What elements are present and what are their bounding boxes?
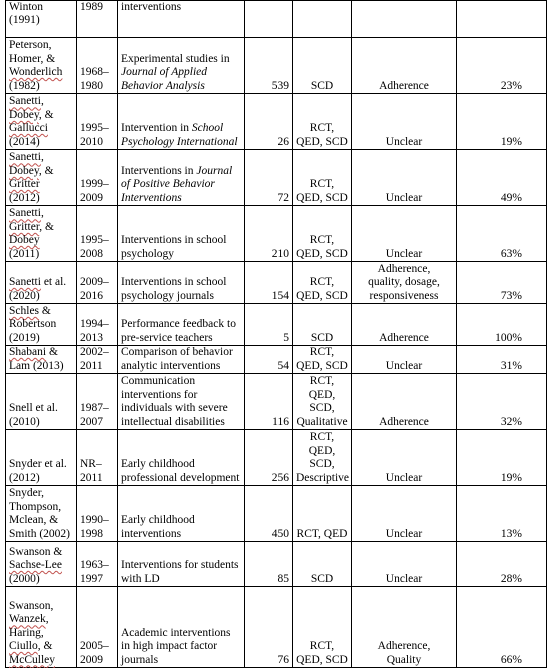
cell-line: SCD, <box>309 402 335 415</box>
text-run: , Haring, <box>9 613 49 639</box>
cell-line: Unclear <box>385 135 423 148</box>
cell-line: NR– <box>80 458 102 471</box>
review-table-body <box>6 1 547 668</box>
design-cell <box>293 206 352 262</box>
design-cell <box>293 587 352 668</box>
text-run: Snyder et al. (2012) <box>9 458 67 484</box>
text-run: (1982) <box>9 79 40 92</box>
count-cell: 450 <box>245 486 293 542</box>
dimensions-cell <box>352 430 457 486</box>
text-run: (2011) <box>9 247 40 260</box>
cell-line: RCT, QED <box>296 527 348 540</box>
cell-line: RCT, <box>309 234 335 247</box>
percent-cell <box>457 1 547 38</box>
flagged-word: Sanetti <box>9 207 41 220</box>
cell-line: 1987– <box>80 402 109 415</box>
flagged-word: Dobey <box>9 234 40 247</box>
design-cell <box>293 346 352 374</box>
scope-cell <box>118 94 245 150</box>
flagged-word: Gritter <box>9 220 40 233</box>
table-row <box>6 346 547 374</box>
study-cell <box>6 486 77 542</box>
cell-line: quality, dosage, <box>368 276 440 289</box>
text-run: et al. (2020) <box>9 276 67 302</box>
cell-line: Unclear <box>385 572 423 585</box>
years-cell <box>77 486 118 542</box>
years-cell <box>77 587 118 668</box>
count-cell: 154 <box>245 262 293 304</box>
table-row <box>6 374 547 430</box>
cell-line: Adherence <box>379 79 429 92</box>
flagged-word: Sachse-Lee <box>9 559 62 572</box>
cell-line: 2002– <box>80 346 109 359</box>
dimensions-cell <box>352 94 457 150</box>
percent-cell: 19% <box>457 430 547 486</box>
design-cell <box>293 374 352 430</box>
table-row <box>6 1 547 38</box>
cell-line: RCT, <box>309 178 335 191</box>
design-cell <box>293 1 352 38</box>
cell-line: 1999– <box>80 178 109 191</box>
scope-cell <box>118 587 245 668</box>
text-run: Intervention in <box>121 122 192 135</box>
years-cell <box>77 38 118 94</box>
percent-cell: 13% <box>457 486 547 542</box>
text-run: (2000) <box>9 572 40 585</box>
percent-cell: 73% <box>457 262 547 304</box>
cell-line: Adherence, <box>377 640 431 653</box>
text-run: , & <box>39 220 54 233</box>
dimensions-cell <box>352 206 457 262</box>
cell-line: Descriptive <box>296 471 350 484</box>
cell-line: 1989 <box>80 1 103 13</box>
flagged-word: Sanetti <box>9 95 41 108</box>
design-cell <box>293 262 352 304</box>
cell-line: RCT, <box>309 346 335 359</box>
cell-line: 1968– <box>80 66 109 79</box>
years-cell <box>77 430 118 486</box>
text-run: Snyder, Thompson, Mclean, & Smith (2002) <box>9 487 71 540</box>
count-cell: 210 <box>245 206 293 262</box>
study-cell <box>6 542 77 587</box>
years-cell <box>77 304 118 346</box>
dimensions-cell <box>352 150 457 206</box>
text-run: Performance feedback to pre-service teachers <box>121 318 236 344</box>
percent-cell: 49% <box>457 150 547 206</box>
cell-line: 1990– <box>80 514 109 527</box>
cell-line: 2013 <box>80 331 103 344</box>
text-run: Swanson, <box>9 599 54 612</box>
cell-line: Unclear <box>385 247 423 260</box>
cell-line: Unclear <box>385 471 423 484</box>
flagged-word: Wanzek <box>9 613 46 626</box>
count-cell: 5 <box>245 304 293 346</box>
design-cell <box>293 38 352 94</box>
cell-line: RCT, <box>309 122 335 135</box>
count-cell: 116 <box>245 374 293 430</box>
cell-line: Quality <box>386 653 422 666</box>
dimensions-cell <box>352 38 457 94</box>
text-run: Interventions in <box>121 164 197 177</box>
text-run: Snell et al. (2010) <box>9 402 58 428</box>
cell-line: QED, SCD <box>296 135 348 148</box>
table-row <box>6 38 547 94</box>
text-run: , & <box>38 108 54 121</box>
text-run: Interventions in school psychology journals <box>121 276 227 302</box>
table-row <box>6 262 547 304</box>
years-cell <box>77 206 118 262</box>
scope-cell <box>118 206 245 262</box>
study-cell <box>6 430 77 486</box>
percent-cell: 63% <box>457 206 547 262</box>
text-run: Communication interventions for individuals with severe intellectual disabilities <box>121 375 228 428</box>
cell-line: 2016 <box>80 289 103 302</box>
study-cell <box>6 206 77 262</box>
cell-line: QED, <box>308 388 336 401</box>
cell-line: Adherence <box>379 331 429 344</box>
study-cell <box>6 262 77 304</box>
text-run: Interventions in school psychology <box>121 234 227 260</box>
scope-cell <box>118 346 245 374</box>
flagged-word: Gallucci <box>9 122 48 135</box>
cell-line: Unclear <box>385 359 423 372</box>
text-run: Comparison of behavior analytic interventions <box>121 346 233 372</box>
cell-line: 2009 <box>80 191 103 204</box>
cell-line: 2011 <box>80 359 103 372</box>
dimensions-cell <box>352 262 457 304</box>
design-cell <box>293 430 352 486</box>
text-run: Peterson, Homer, & <box>9 39 56 65</box>
count-cell: 76 <box>245 587 293 668</box>
cell-line: 2005– <box>80 640 109 653</box>
dimensions-cell <box>352 587 457 668</box>
study-cell <box>6 94 77 150</box>
flagged-word: Gritter <box>9 178 40 191</box>
text-run: (2012) <box>9 191 40 204</box>
cell-line: RCT, <box>309 431 335 444</box>
dimensions-cell <box>352 486 457 542</box>
cell-line: QED, SCD <box>296 247 348 260</box>
text-run: (2014) <box>9 135 40 148</box>
percent-cell: 19% <box>457 94 547 150</box>
cell-line: Adherence, <box>377 262 431 275</box>
count-cell: 54 <box>245 346 293 374</box>
table-row <box>6 486 547 542</box>
count-cell: 26 <box>245 94 293 150</box>
scope-cell <box>118 542 245 587</box>
scope-cell <box>118 430 245 486</box>
design-cell <box>293 542 352 587</box>
flagged-word: Schles <box>9 304 40 317</box>
study-cell <box>6 1 77 38</box>
cell-line: 2007 <box>80 415 103 428</box>
cell-line: 2009– <box>80 276 109 289</box>
cell-line: 1980 <box>80 79 103 92</box>
count-cell: 85 <box>245 542 293 587</box>
percent-cell: 28% <box>457 542 547 587</box>
flagged-word: Dobey <box>9 108 39 121</box>
years-cell <box>77 1 118 38</box>
table-row <box>6 94 547 150</box>
text-run: , & <box>37 640 53 653</box>
scope-cell <box>118 262 245 304</box>
dimensions-cell <box>352 346 457 374</box>
dimensions-cell <box>352 374 457 430</box>
cell-line: 1998 <box>80 527 103 540</box>
years-cell <box>77 94 118 150</box>
text-run: Swanson & <box>9 545 63 558</box>
cell-line: 1963– <box>80 559 109 572</box>
text-run: & Lam (2013) <box>9 346 64 372</box>
study-cell <box>6 304 77 346</box>
flagged-word: Sanetti <box>9 276 41 289</box>
cell-line: 2010 <box>80 135 103 148</box>
cell-line: SCD <box>310 331 334 344</box>
text-run: Journal of Positive Behavior Interventions <box>121 164 233 204</box>
table-row <box>6 150 547 206</box>
percent-cell: 66% <box>457 587 547 668</box>
cell-line: 2009 <box>80 653 103 666</box>
text-run: Journal of Applied Behavior Analysis <box>121 66 208 92</box>
percent-cell: 31% <box>457 346 547 374</box>
design-cell <box>293 150 352 206</box>
cell-line: 2008 <box>80 247 103 260</box>
text-run: , <box>40 207 44 220</box>
table-row <box>6 206 547 262</box>
review-table <box>5 0 547 668</box>
text-run: School Psychology International <box>121 122 238 148</box>
cell-line: RCT, <box>309 640 335 653</box>
cell-line: Unclear <box>385 527 423 540</box>
scope-cell <box>118 1 245 38</box>
text-run: Early childhood professional development <box>121 458 240 484</box>
cell-line: QED, SCD <box>296 289 348 302</box>
cell-line: 1995– <box>80 234 109 247</box>
text-run: interventions <box>121 1 182 13</box>
text-run: , <box>40 151 44 164</box>
percent-cell: 32% <box>457 374 547 430</box>
text-run: Interventions for students with LD <box>121 559 239 585</box>
count-cell: 256 <box>245 430 293 486</box>
study-cell <box>6 150 77 206</box>
table-row <box>6 430 547 486</box>
scope-cell <box>118 486 245 542</box>
cell-line: QED, SCD <box>296 191 348 204</box>
cell-line: 1995– <box>80 122 109 135</box>
cell-line: Qualitative <box>296 415 348 428</box>
cell-line: 1994– <box>80 318 109 331</box>
flagged-word: Shabani <box>9 346 47 359</box>
study-cell <box>6 587 77 668</box>
years-cell <box>77 346 118 374</box>
scope-cell <box>118 150 245 206</box>
cell-line: 1997 <box>80 572 103 585</box>
table-row <box>6 304 547 346</box>
flagged-word: Ciullo <box>9 640 38 653</box>
text-run: , & <box>38 164 54 177</box>
flagged-word: McCulley <box>9 653 55 666</box>
years-cell <box>77 262 118 304</box>
dimensions-cell <box>352 542 457 587</box>
count-cell: 539 <box>245 38 293 94</box>
years-cell <box>77 542 118 587</box>
years-cell <box>77 150 118 206</box>
cell-line: SCD <box>310 79 334 92</box>
flagged-word: Sanetti <box>9 151 41 164</box>
percent-cell: 100% <box>457 304 547 346</box>
count-cell <box>245 1 293 38</box>
cell-line: RCT, <box>309 375 335 388</box>
cell-line: Adherence <box>379 415 429 428</box>
cell-line: QED, <box>308 444 336 457</box>
design-cell <box>293 304 352 346</box>
cell-line: SCD, <box>309 458 335 471</box>
cell-line: RCT, <box>309 276 335 289</box>
text-run: Experimental studies in <box>121 52 230 65</box>
percent-cell: 23% <box>457 38 547 94</box>
table-row <box>6 587 547 668</box>
scope-cell <box>118 38 245 94</box>
text-run: & Robertson (2019) <box>9 304 57 344</box>
study-cell <box>6 374 77 430</box>
count-cell: 72 <box>245 150 293 206</box>
dimensions-cell <box>352 304 457 346</box>
cell-line: Unclear <box>385 191 423 204</box>
study-cell <box>6 346 77 374</box>
flagged-word: Dobey <box>9 164 39 177</box>
design-cell <box>293 486 352 542</box>
cell-line: QED, SCD <box>296 359 348 372</box>
cell-line: SCD <box>310 572 334 585</box>
dimensions-cell <box>352 1 457 38</box>
cell-line: 2011 <box>80 471 103 484</box>
cell-line: QED, SCD <box>296 653 348 666</box>
cell-line: responsiveness <box>369 289 439 302</box>
years-cell <box>77 374 118 430</box>
scope-cell <box>118 374 245 430</box>
flagged-word: Wonderlich <box>9 66 63 79</box>
text-run: , <box>40 95 44 108</box>
text-run: Early childhood interventions <box>121 514 195 540</box>
text-run: Academic interventions in high impact factor journals <box>121 626 231 666</box>
study-cell <box>6 38 77 94</box>
text-run: Winton (1991) <box>9 1 44 27</box>
scope-cell <box>118 304 245 346</box>
table-row <box>6 542 547 587</box>
design-cell <box>293 94 352 150</box>
